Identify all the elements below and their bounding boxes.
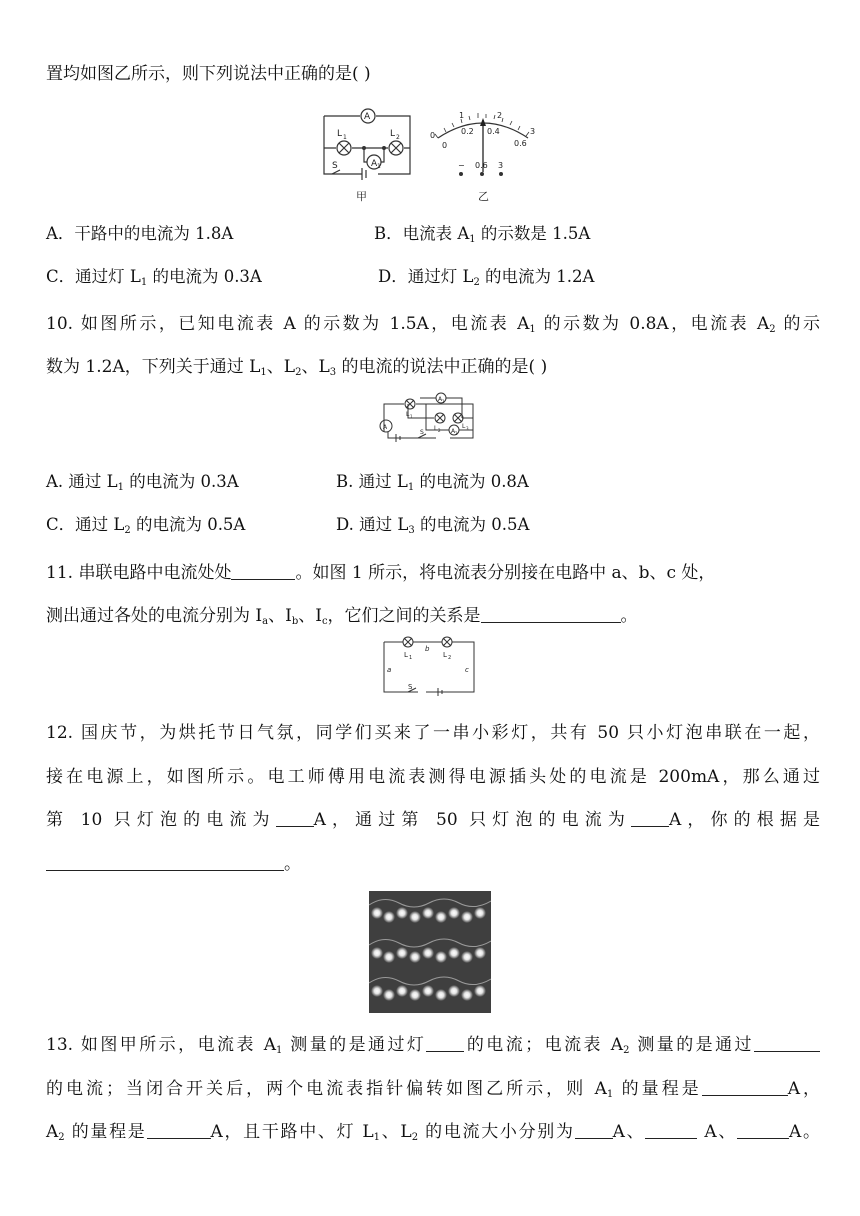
q13-line-3: $A_2$ 的量程是 A，且干路中、灯 $L_1$、$L_2$ 的电流大小分别为 A、 A、 A。 <box>46 1122 821 1143</box>
fig-label: S <box>408 683 413 691</box>
q11-circuit-figure <box>378 636 480 698</box>
ammeter-A-label: A <box>364 112 371 122</box>
terminal-label: 3 <box>498 161 504 170</box>
fig-label: A <box>383 424 388 431</box>
fig-label: A <box>451 428 456 435</box>
fig-label: L <box>406 411 410 418</box>
fig-label: L <box>443 651 447 659</box>
fig-label: S <box>420 429 424 436</box>
answer-blank[interactable] <box>631 808 669 827</box>
fig-label: b <box>425 645 430 653</box>
fig-label: L <box>434 425 438 432</box>
lamp-sub-2: 2 <box>396 134 400 141</box>
fig-label: 2 <box>455 431 458 436</box>
q10-option-d: D. 通过 $L_3$ 的电流为 0.5A <box>336 515 530 536</box>
fig-label: c <box>465 666 469 674</box>
lamp-label-L: L <box>390 129 396 139</box>
answer-blank[interactable] <box>147 1120 211 1139</box>
fig-caption-yi: 乙 <box>478 190 489 203</box>
answer-blank[interactable] <box>575 1120 613 1139</box>
q12-line-4: 。 <box>46 852 820 876</box>
q11-line-2: 测出通过各处的电流分别为 $I_a$、$I_b$、$I_c$，它们之间的关系是 。 <box>46 606 638 627</box>
q10-circuit-figure <box>378 390 480 452</box>
answer-blank[interactable] <box>231 561 295 580</box>
switch-label: S <box>332 161 338 171</box>
q9-option-d: D．通过灯 $L_2$ 的电流为 1.2A <box>378 267 595 288</box>
dial-top-label: 2 <box>497 111 503 120</box>
dial-bottom-label: 0.6 <box>514 139 527 148</box>
q9-option-c: C．通过灯 $L_1$ 的电流为 0.3A <box>46 267 262 288</box>
fig-label: A <box>438 396 443 403</box>
terminal-label: − <box>458 161 465 170</box>
answer-blank[interactable] <box>737 1120 789 1139</box>
answer-blank[interactable] <box>46 852 284 871</box>
fig-label: 1 <box>410 414 413 419</box>
q13-line-2: 的电流；当闭合开关后，两个电流表指针偏转如图乙所示，则 $A_1$ 的量程是 A， <box>46 1079 821 1100</box>
q9-circuit-figure <box>318 104 422 204</box>
fig-label: 2 <box>438 428 441 433</box>
fig-label: 1 <box>409 655 413 661</box>
q13-line-1: 13. 如图甲所示，电流表 $A_1$ 测量的是通过灯 的电流；电流表 $A_2$ 测量的是通过 <box>46 1033 820 1063</box>
fig-caption-jia: 甲 <box>356 190 367 203</box>
q10-line-2: 数为 1.2A，下列关于通过 $L_1$、$L_2$、$L_3$ 的电流的说法中正确的是( ) <box>46 357 548 378</box>
answer-blank[interactable] <box>276 808 314 827</box>
fig-label: a <box>387 666 392 674</box>
q12-line-3: 第 10 只灯泡的电流为 A，通过第 50 只灯泡的电流为 A，你的根据是 <box>46 810 820 830</box>
fig-label: 1 <box>442 399 445 404</box>
lamp-label-L: L <box>337 129 343 139</box>
q9-ammeter-dial-figure <box>426 104 540 204</box>
answer-blank[interactable] <box>645 1120 697 1139</box>
q9-option-b: B．电流表 $A_1$ 的示数是 1.5A <box>374 224 591 245</box>
q9-option-a: A．干路中的电流为 1.8A <box>46 224 234 243</box>
fig-label: L <box>404 651 408 659</box>
ammeter-A1-sub: 1 <box>377 163 381 170</box>
q12-line-2: 接在电源上，如图所示。电工师傅用电流表测得电源插头处的电流是 200mA，那么通过 <box>46 767 820 787</box>
ammeter-A1-label: A <box>371 159 378 169</box>
dial-top-label: 0 <box>430 131 436 140</box>
string-lights-photo <box>369 891 491 1013</box>
q10-option-a: A. 通过 $L_1$ 的电流为 0.3A <box>46 472 239 493</box>
q9-stem-end: 置均如图乙所示，则下列说法中正确的是( ) <box>46 64 371 84</box>
answer-blank[interactable] <box>426 1033 464 1052</box>
fig-label: 2 <box>448 655 452 661</box>
dial-bottom-label: 0 <box>442 141 448 150</box>
q10-option-c: C．通过 $L_2$ 的电流为 0.5A <box>46 515 246 536</box>
dial-top-label: 1 <box>459 111 465 120</box>
terminal-label: 0.6 <box>475 161 488 170</box>
q10-line-1: 10. 如图所示，已知电流表 A 的示数为 1.5A，电流表 $A_1$ 的示数为 0.8A，电流表 $A_2$ 的示 <box>46 314 820 335</box>
dial-top-label: 3 <box>530 127 536 136</box>
fig-label: L <box>462 423 466 430</box>
dial-bottom-label: 0.2 <box>461 127 474 136</box>
answer-blank[interactable] <box>702 1077 788 1096</box>
q11-line-1: 11. 串联电路中电流处处 。如图 1 所示，将电流表分别接在电路中 a、b、c 处， <box>46 563 716 583</box>
lamp-sub-1: 1 <box>343 134 347 141</box>
fig-label: 3 <box>466 426 469 431</box>
q12-line-1: 12. 国庆节，为烘托节日气氛，同学们买来了一串小彩灯，共有 50 只小灯泡串联在一起， <box>46 723 820 743</box>
dial-bottom-label: 0.4 <box>487 127 500 136</box>
answer-blank[interactable] <box>481 604 621 623</box>
answer-blank[interactable] <box>754 1033 820 1052</box>
q10-option-b: B. 通过 $L_1$ 的电流为 0.8A <box>336 472 529 493</box>
